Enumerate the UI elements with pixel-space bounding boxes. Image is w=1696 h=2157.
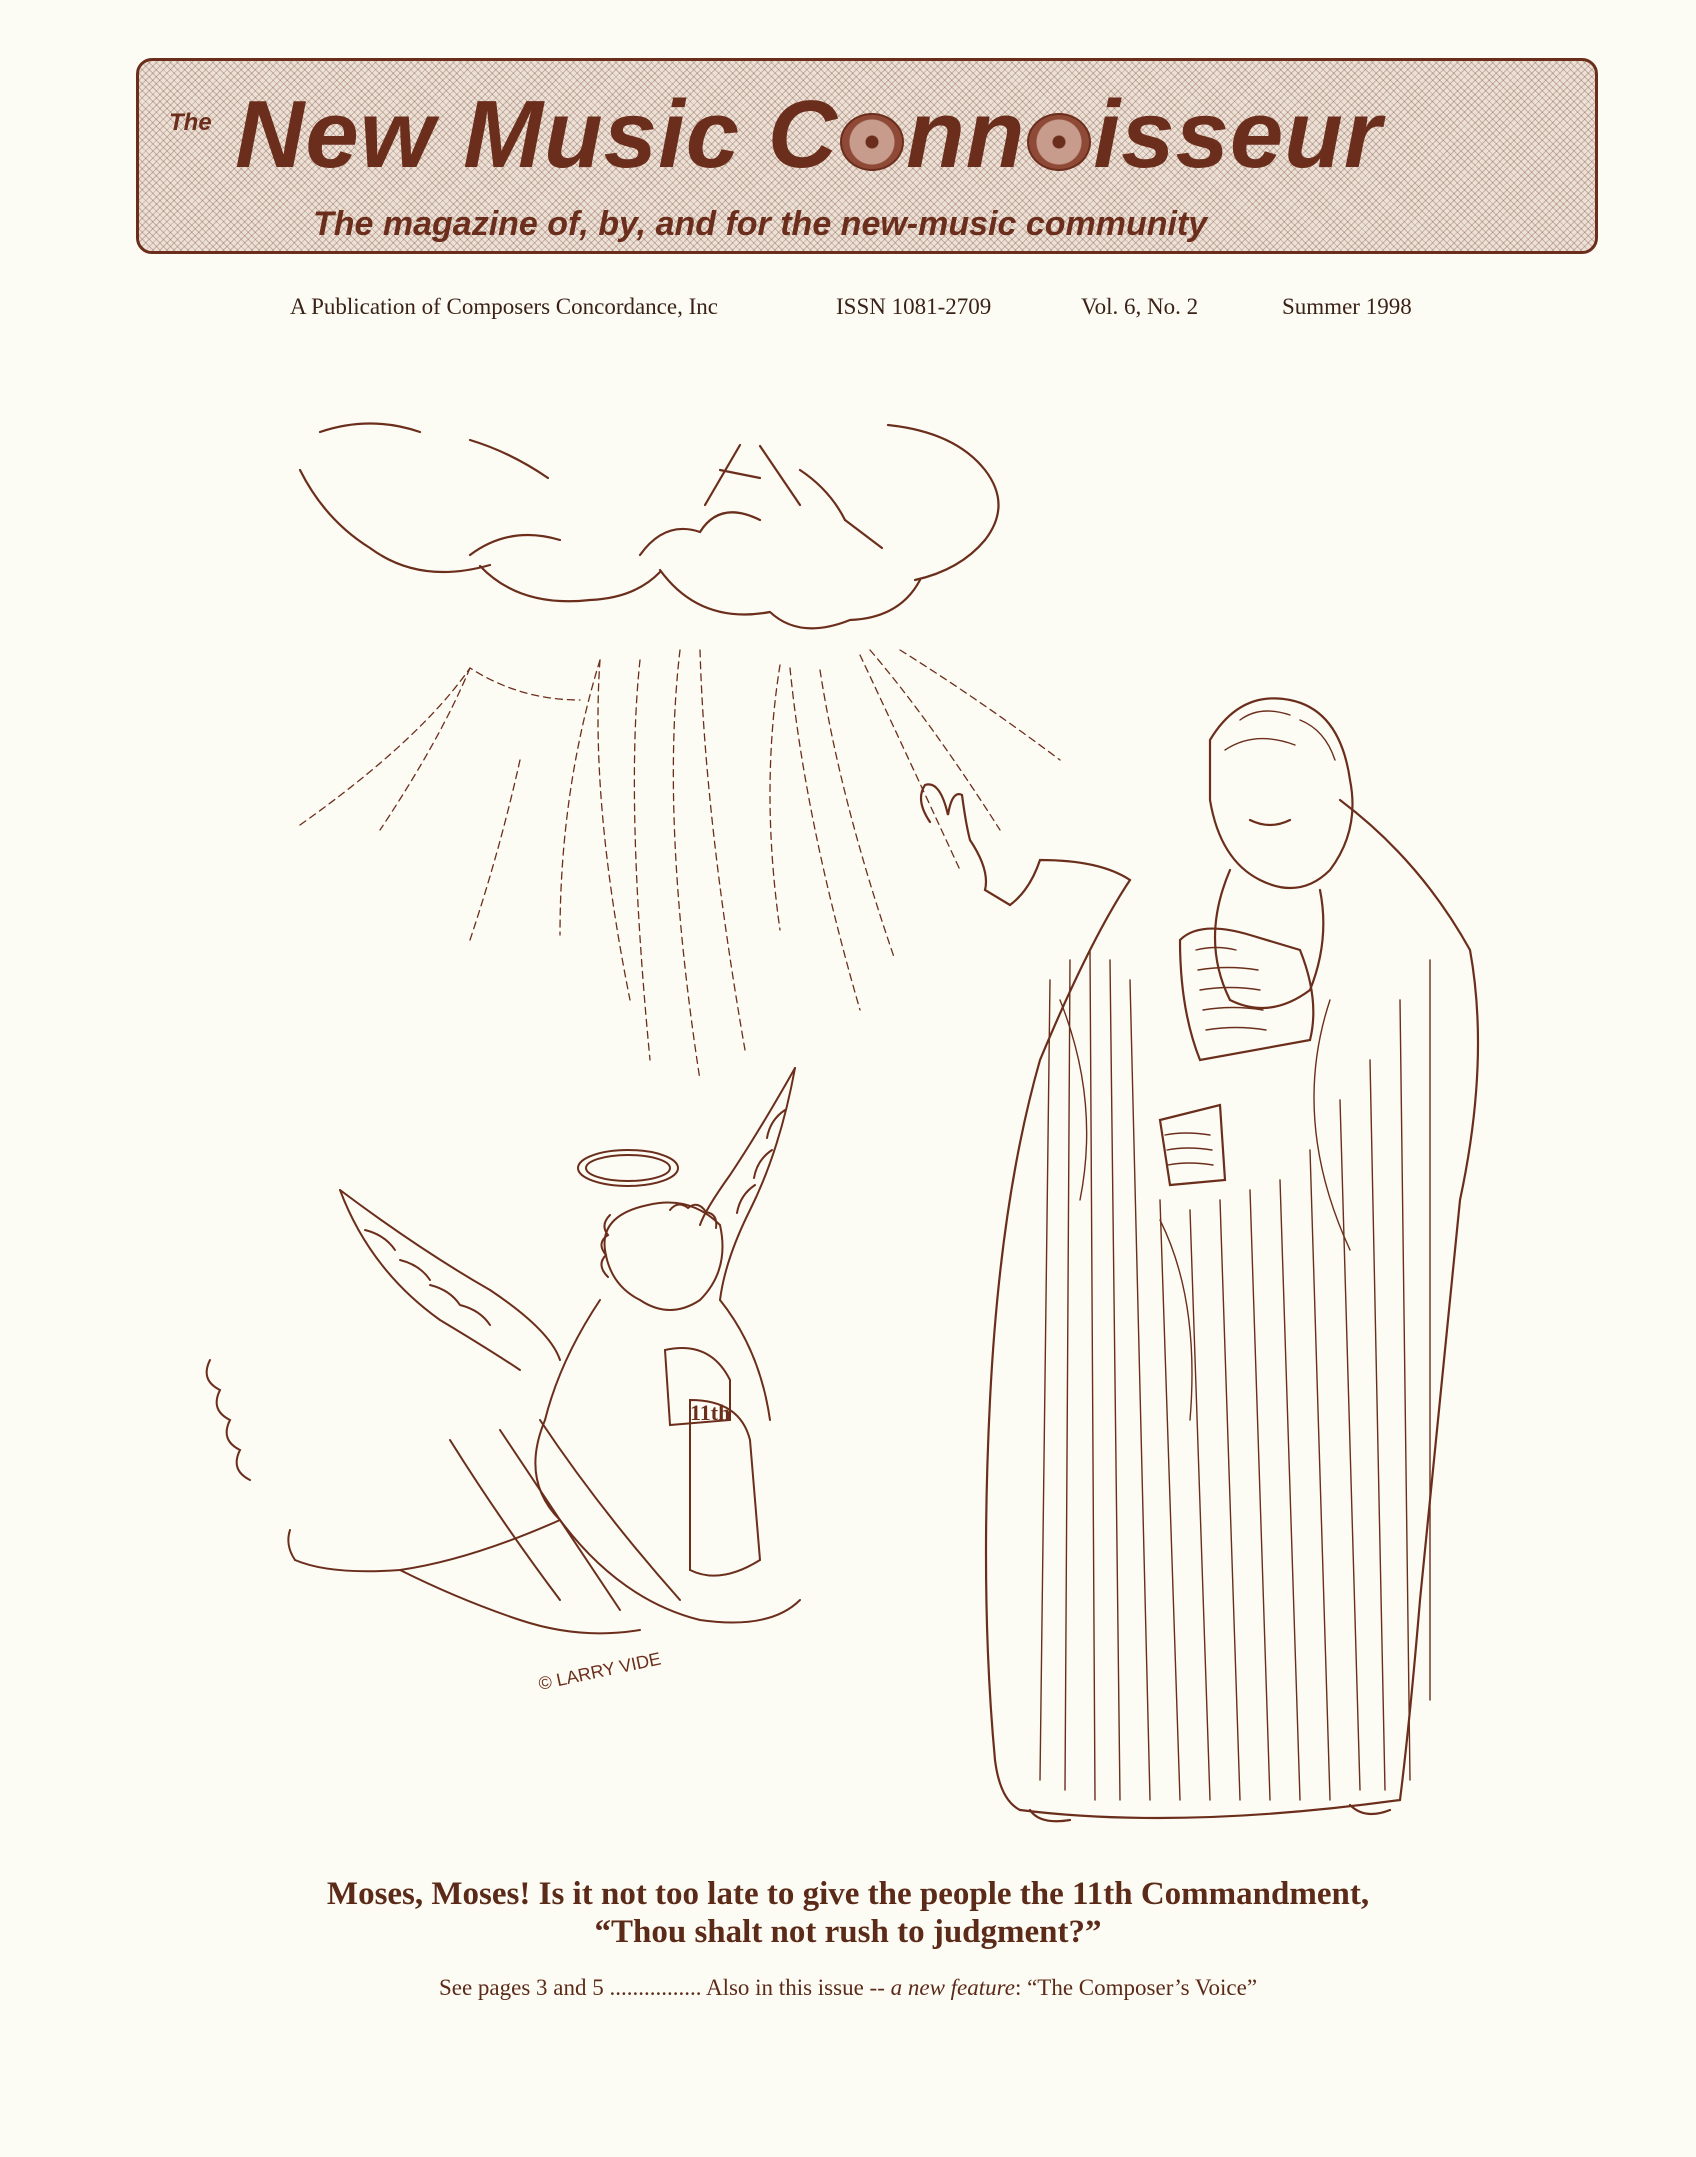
angel-drawing: [207, 1068, 800, 1633]
season-text: Summer 1998: [1282, 294, 1412, 319]
cover-caption-line1: Moses, Moses! Is it not too late to give the people the 11th Commandment,: [326, 1876, 1370, 1912]
title-part3: isseur: [1093, 81, 1383, 188]
angel-tablet-label: 11th: [690, 1400, 731, 1425]
footer-note: [0, 1975, 1696, 2001]
cloud-drawing: [300, 424, 999, 629]
title-part1: New Music C: [235, 81, 839, 188]
volume-text: Vol. 6, No. 2: [1081, 294, 1199, 319]
artist-signature: © LARRY VIDE: [536, 1648, 663, 1694]
light-rays: [300, 650, 1060, 1080]
cover-caption-line2: “Thou shalt not rush to judgment?”: [594, 1914, 1102, 1950]
publisher-text: A Publication of Composers Concordance, Inc: [290, 294, 718, 319]
new-feature-label: a new feature: [890, 1975, 1015, 2000]
moses-drawing: [921, 698, 1478, 1821]
see-pages-text: See pages 3 and 5 ................: [438, 1975, 702, 2000]
feature-title: : “The Composer’s Voice”: [1014, 1975, 1258, 2000]
masthead-the: The: [169, 109, 212, 136]
masthead-tagline: The magazine of, by, and for the new-music community: [313, 205, 1208, 243]
also-in-issue-text: Also in this issue --: [705, 1975, 885, 2000]
issn-text: ISSN 1081-2709: [836, 294, 992, 319]
title-part2: nn: [906, 81, 1026, 188]
